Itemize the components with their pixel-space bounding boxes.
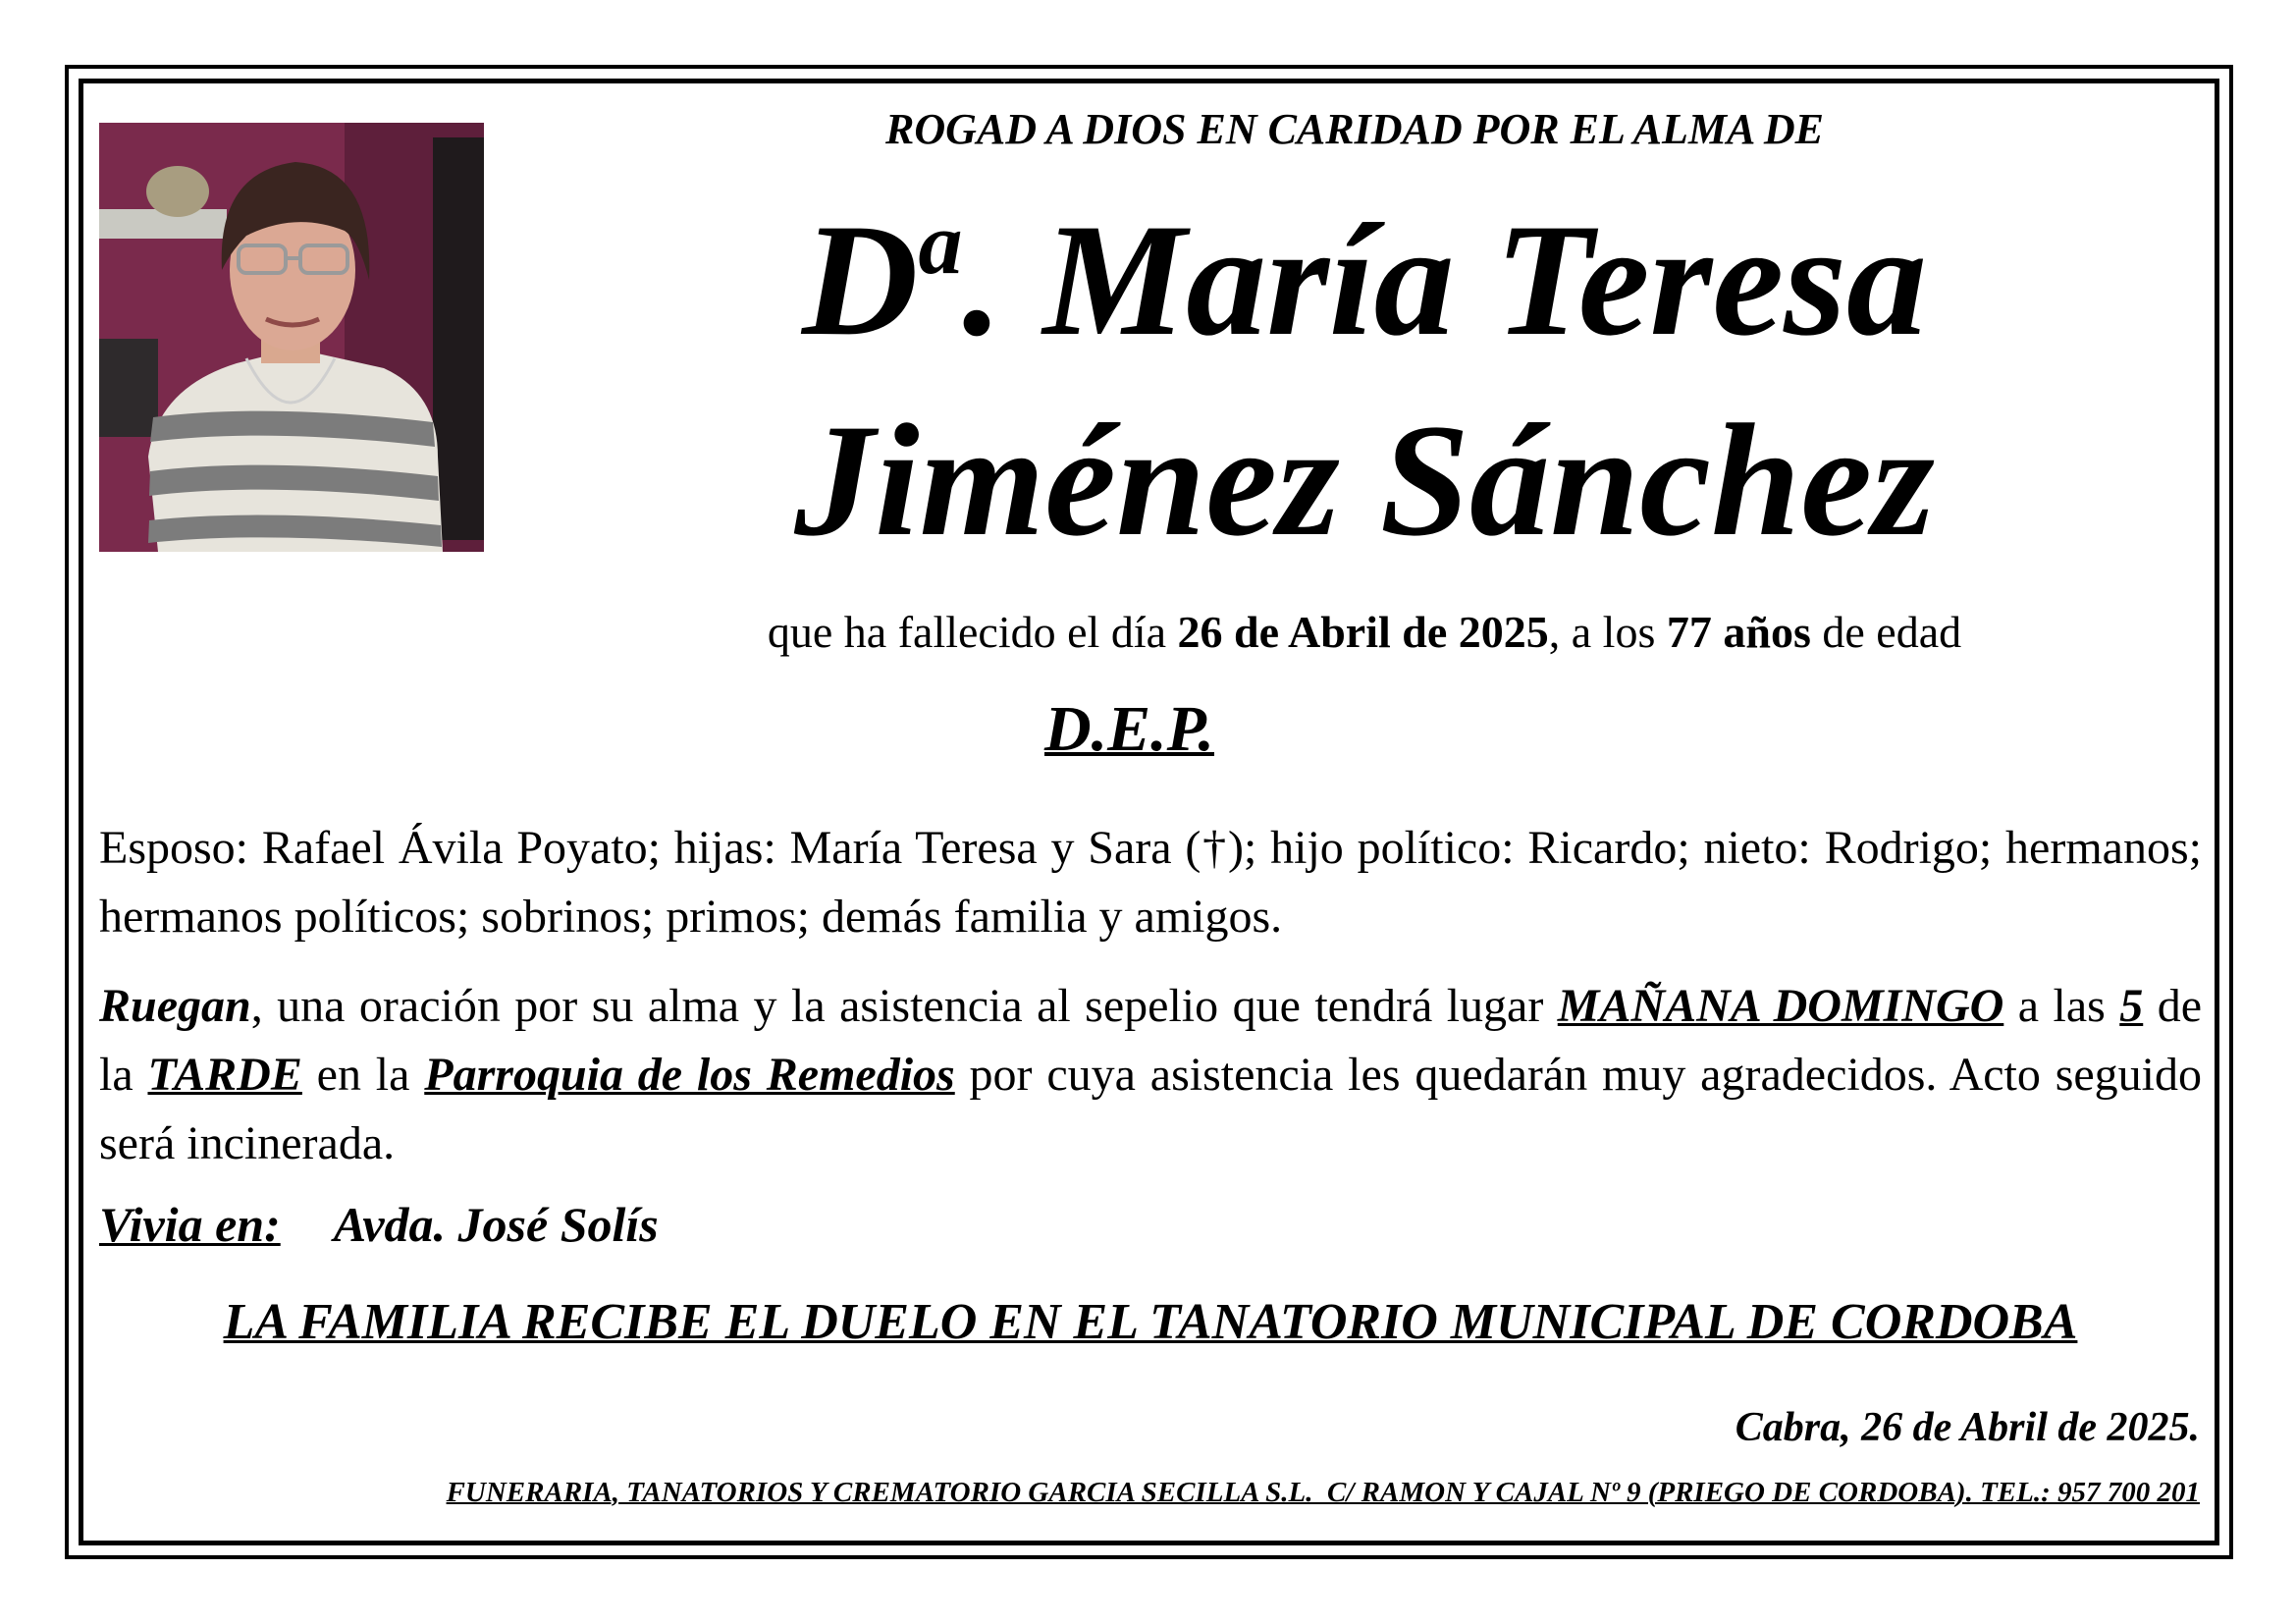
ceremony-text-4: en la [301,1049,425,1101]
death-prefix: que ha fallecido el día [767,607,1178,657]
ceremony-hour: 5 [2119,980,2144,1032]
address-row [99,1190,659,1259]
ceremony-text-5: por cuya asistencia les quedarán muy agradecidos. Acto seguido será incinerada. [99,1049,2203,1169]
address-label: Vivia en: [99,1197,281,1252]
honorific-superscript: a [918,195,963,293]
deceased-name-line1 [550,192,2179,369]
death-notice [589,601,2140,664]
ceremony-text-3: de la [99,980,2202,1101]
deceased-name-line2: Jiménez Sánchez [794,392,1935,569]
header-prayer: ROGAD A DIOS EN CARIDAD POR EL ALMA DE [885,105,1824,153]
ceremony-day: MAÑANA DOMINGO [1557,980,2004,1032]
place-date: Cabra, 26 de Abril de 2025. [1735,1405,2200,1450]
first-names: . María Teresa [962,191,1927,369]
death-middle: , a los [1548,607,1667,657]
ceremony-paragraph [99,972,2202,1178]
ceremony-church: Parroquia de los Remedios [424,1049,955,1101]
rip-label: D.E.P. [1044,693,1214,765]
deceased-photo [99,123,484,552]
age: 77 años [1666,607,1811,657]
ceremony-text-1: , una oración por su alma y la asistencia al sepelio que tendrá lugar [250,980,1558,1032]
death-suffix: de edad [1810,607,1962,657]
funeral-home-footer: FUNERARIA, TANATORIOS Y CREMATORIO GARCIA SECILLA S.L. C/ RAMON Y CAJAL Nº 9 (PRIEGO DE CORDOBA). TEL.: 957 700 201 [446,1477,2200,1508]
honorific: D [802,191,919,369]
family-notice: LA FAMILIA RECIBE EL DUELO EN EL TANATORIO MUNICIPAL DE CORDOBA [223,1294,2078,1350]
ceremony-text-2: a las [2003,980,2120,1032]
death-date: 26 de Abril de 2025 [1177,607,1549,657]
ceremony-period: TARDE [147,1049,302,1101]
family-paragraph: Esposo: Rafael Ávila Poyato; hijas: María Teresa y Sara (†); hijo político: Ricardo; nieto: Rodrigo; hermanos; hermanos políticos; sobrinos; primos; demás familia y amigos. [99,822,2202,943]
address-value: Avda. José Solís [333,1197,659,1252]
ruegan-label: Ruegan [99,980,251,1032]
